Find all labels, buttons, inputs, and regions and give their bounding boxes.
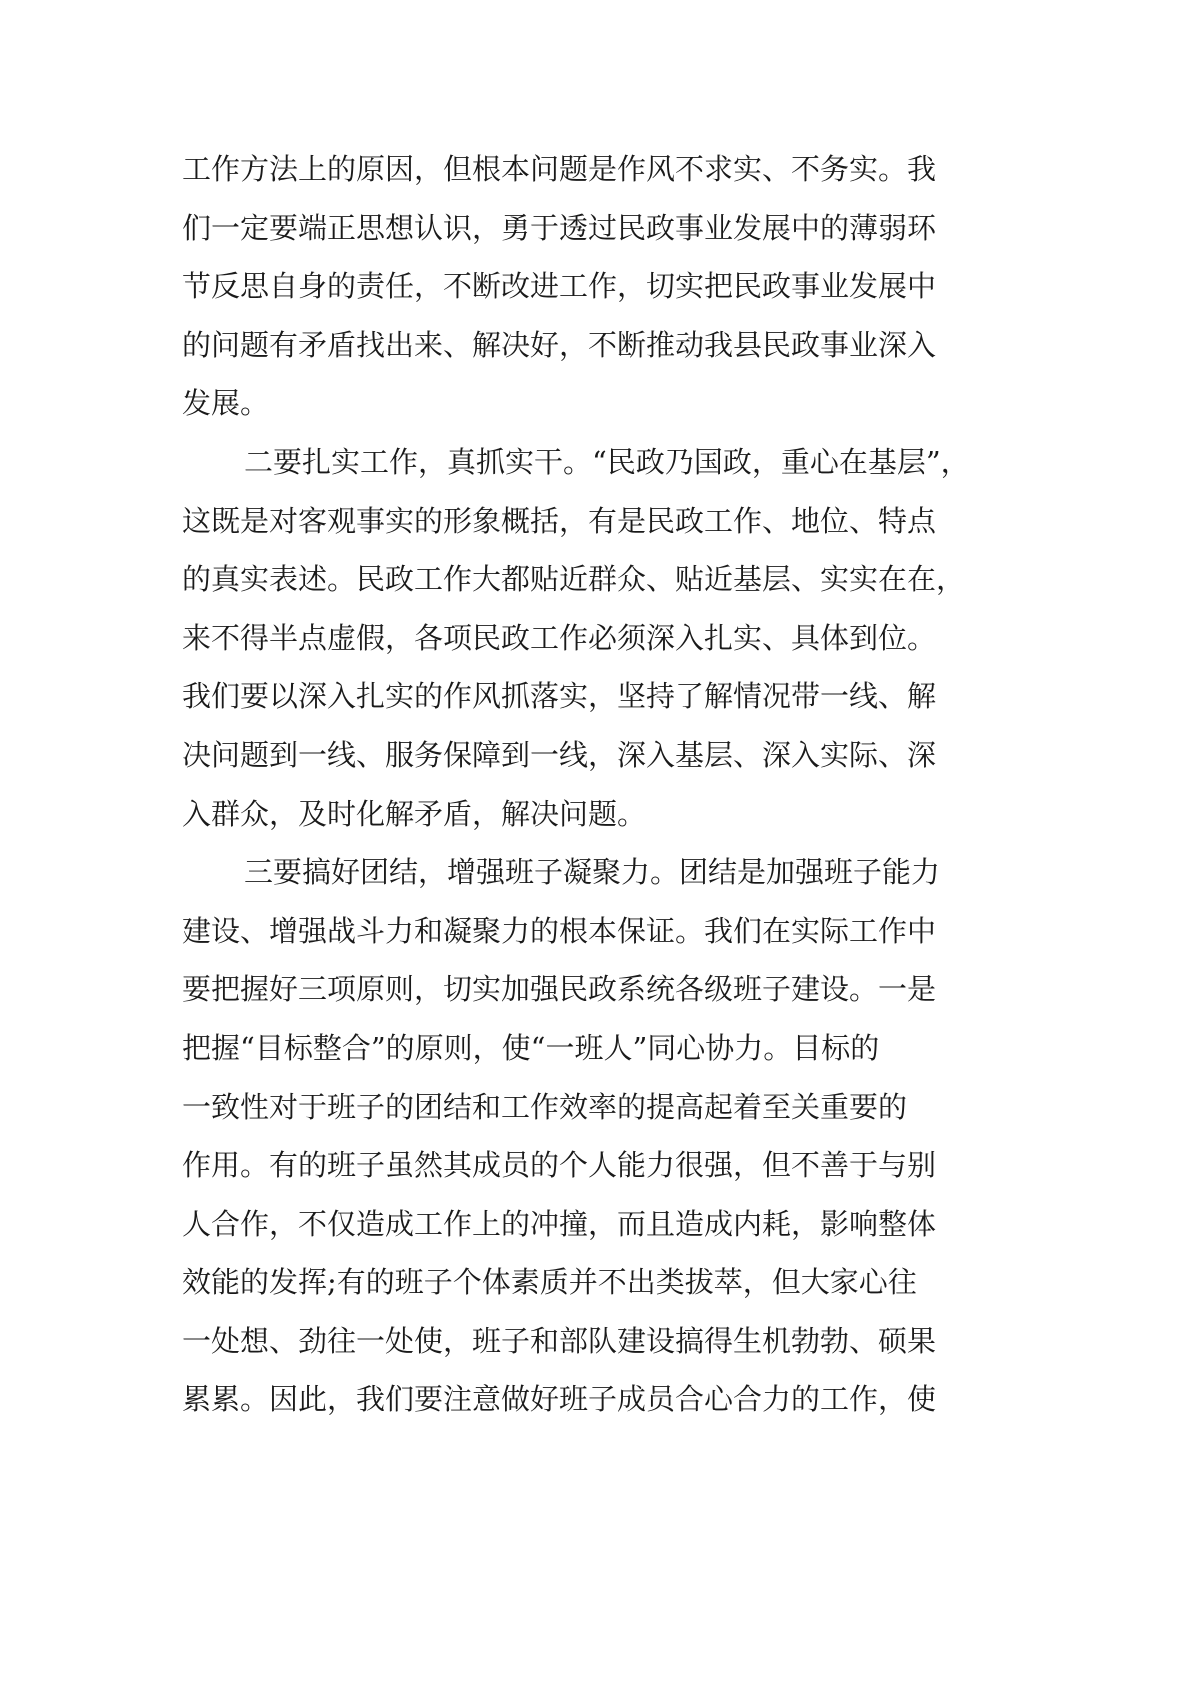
text-line: 效能的发挥;有的班子个体素质并不出类拔萃，但大家心往 — [182, 1265, 917, 1300]
text-line: 入群众，及时化解矛盾，解决问题。 — [182, 796, 647, 831]
paragraph-start-line: 三要搞好团结，增强班子凝聚力。团结是加强班子能力 — [244, 855, 941, 890]
text-line: 一致性对于班子的团结和工作效率的提高起着至关重要的 — [182, 1089, 908, 1124]
text-line: 作用。有的班子虽然其成员的个人能力很强，但不善于与别 — [182, 1148, 937, 1183]
text-line: 的真实表述。民政工作大都贴近群众、贴近基层、实实在在， — [182, 562, 966, 597]
text-line: 累累。因此，我们要注意做好班子成员合心合力的工作，使 — [182, 1382, 937, 1417]
body-text — [182, 140, 1022, 1429]
text-line: 把握“目标整合”的原则，使“一班人”同心协力。目标的 — [182, 1030, 880, 1065]
text-line: 这既是对客观事实的形象概括，有是民政工作、地位、特点 — [182, 503, 937, 538]
text-line: 人合作，不仅造成工作上的冲撞，而且造成内耗，影响整体 — [182, 1206, 937, 1241]
text-line: 要把握好三项原则，切实加强民政系统各级班子建设。一是 — [182, 972, 937, 1007]
text-line: 的问题有矛盾找出来、解决好，不断推动我县民政事业深入 — [182, 327, 937, 362]
text-line: 我们要以深入扎实的作风抓落实，坚持了解情况带一线、解 — [182, 679, 937, 714]
text-line: 决问题到一线、服务保障到一线，深入基层、深入实际、深 — [182, 737, 937, 772]
text-line: 来不得半点虚假，各项民政工作必须深入扎实、具体到位。 — [182, 620, 937, 655]
text-line: 工作方法上的原因，但根本问题是作风不求实、不务实。我 — [182, 152, 937, 186]
text-line: 节反思自身的责任，不断改进工作，切实把民政事业发展中 — [182, 269, 937, 304]
text-line: 们一定要端正思想认识，勇于透过民政事业发展中的薄弱环 — [182, 210, 937, 245]
text-line: 建设、增强战斗力和凝聚力的根本保证。我们在实际工作中 — [182, 913, 937, 948]
paragraph-start-line: 二要扎实工作，真抓实干。“民政乃国政，重心在基层”， — [244, 444, 970, 479]
text-line: 一处想、劲往一处使，班子和部队建设搞得生机勃勃、硕果 — [182, 1323, 937, 1358]
text-line: 发展。 — [182, 386, 270, 421]
